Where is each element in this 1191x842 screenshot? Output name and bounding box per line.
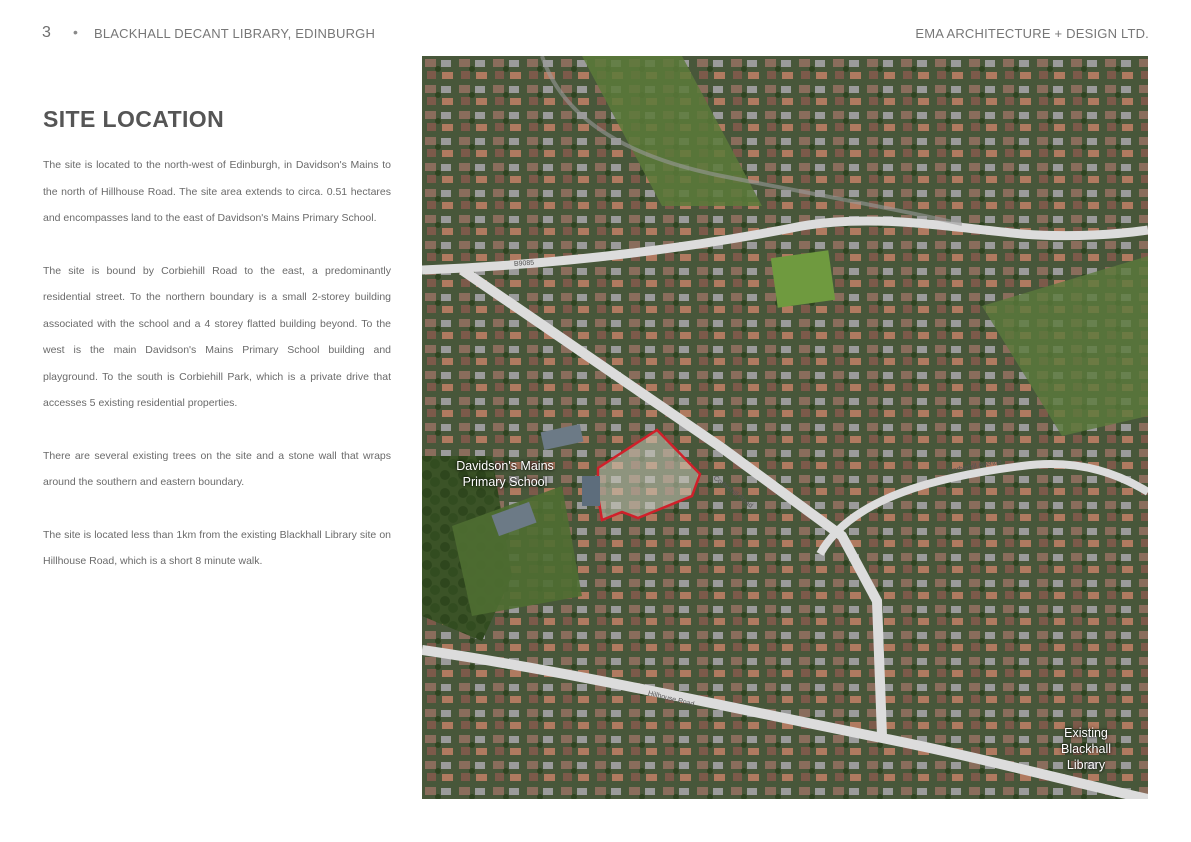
road-label-corbiehill-avenue: Corbiehill Avenue: [947, 458, 1003, 475]
road-label-corbiehill-road: Corbiehill Road: [711, 474, 754, 510]
aerial-site-map: [422, 56, 1148, 799]
page-number: 3: [42, 24, 51, 41]
header-bullet: •: [73, 24, 78, 40]
paragraph-4: The site is located less than 1km from the existing Blackhall Library site on Hillhouse Road, which is a short 8 minute walk.: [43, 528, 391, 567]
library-label: Existing Blackhall Library: [1060, 726, 1112, 772]
aerial-photo: [422, 56, 1148, 799]
road-label-hillhouse-road: Hillhouse Road: [647, 690, 695, 709]
body-text: [43, 152, 391, 601]
company-name: EMA ARCHITECTURE + DESIGN LTD.: [915, 26, 1149, 41]
section-heading: SITE LOCATION: [43, 106, 225, 132]
paragraph-1: The site is located to the north-west of Edinburgh, in Davidson's Mains to the north of Hillhouse Road. The site area extends to circa. 0.51 hectares and encompasses land to the east of Davidson's Mains Primary School.: [43, 159, 391, 224]
road-label-b9085: B9085: [513, 259, 535, 268]
school-label: Davidson's Mains Primary School: [456, 459, 554, 489]
paragraph-3: There are several existing trees on the site and a stone wall that wraps around the southern and eastern boundary.: [43, 449, 391, 488]
document-title: BLACKHALL DECANT LIBRARY, EDINBURGH: [94, 26, 376, 41]
paragraph-2: The site is bound by Corbiehill Road to the east, a predominantly residential street. To the northern boundary is a small 2-storey building associated with the school and a 4 storey flatted building beyond. To the west is the main Davidson's Mains Primary School building and playground. To the south is Corbiehill Park, which is a private drive that accesses 5 existing residential properties.: [43, 264, 391, 409]
